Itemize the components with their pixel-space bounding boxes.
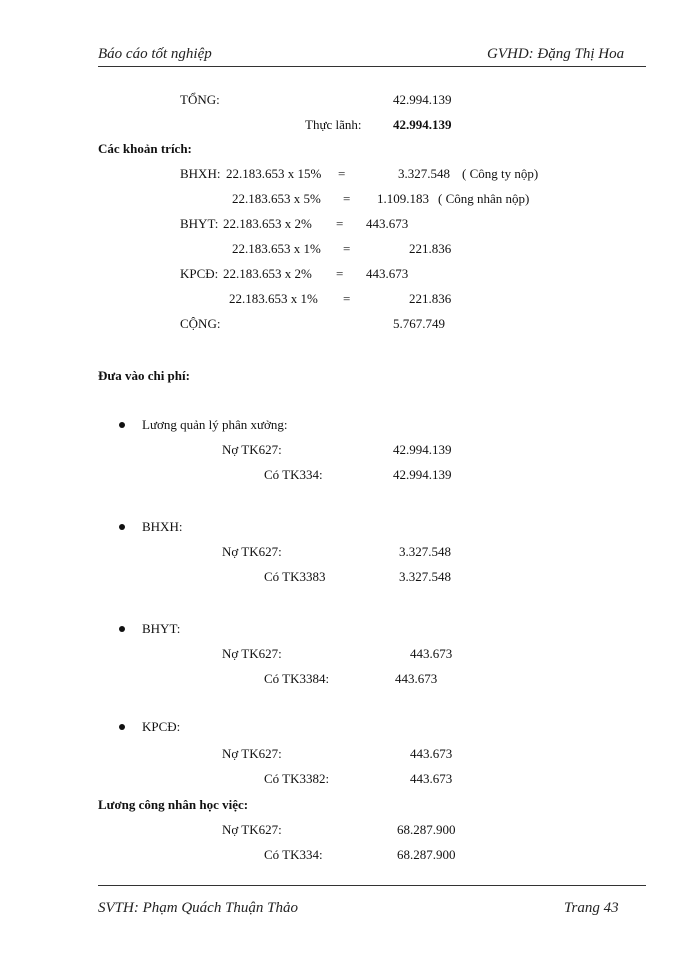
expense-debit-value: 42.994.139 bbox=[393, 442, 452, 457]
footer-rule bbox=[98, 885, 646, 886]
header-rule bbox=[98, 66, 646, 67]
expense-credit-label: Có TK3384: bbox=[264, 671, 330, 686]
expense-debit-value: 443.673 bbox=[410, 746, 453, 761]
header-left: Báo cáo tốt nghiệp bbox=[98, 46, 212, 62]
tong-value: 42.994.139 bbox=[393, 92, 452, 107]
bhyt-line2-calc: 22.183.653 x 1% bbox=[232, 241, 321, 256]
expense-debit-value: 3.327.548 bbox=[399, 544, 451, 559]
thuc-linh-value: 42.994.139 bbox=[393, 117, 452, 132]
cong-value: 5.767.749 bbox=[393, 316, 445, 331]
apprentice-debit-label: Nợ TK627: bbox=[222, 822, 282, 837]
expense-debit-label: Nợ TK627: bbox=[222, 544, 282, 559]
expense-item-name: BHYT: bbox=[142, 621, 181, 636]
expense-debit-label: Nợ TK627: bbox=[222, 442, 282, 457]
kpcd-line2-calc: 22.183.653 x 1% bbox=[229, 291, 318, 306]
expense-credit-value: 443.673 bbox=[395, 671, 438, 686]
thuc-linh-label: Thực lãnh: bbox=[305, 117, 362, 132]
apprentice-title: Lương công nhân học việc: bbox=[98, 797, 249, 812]
bullet-icon bbox=[119, 724, 125, 730]
bhxh-line2-note: ( Công nhân nộp) bbox=[438, 191, 530, 206]
expense-credit-label: Có TK3382: bbox=[264, 771, 330, 786]
header-right: GVHD: Đặng Thị Hoa bbox=[487, 46, 625, 62]
expense-credit-value: 42.994.139 bbox=[393, 467, 452, 482]
kpcd-line2-equals: = bbox=[343, 291, 351, 306]
footer-page-number: Trang 43 bbox=[564, 900, 619, 916]
bhxh-line2-calc: 22.183.653 x 5% bbox=[232, 191, 321, 206]
apprentice-credit-label: Có TK334: bbox=[264, 847, 323, 862]
apprentice-debit-value: 68.287.900 bbox=[397, 822, 456, 837]
expense-item-name: Lương quản lý phân xưởng: bbox=[142, 417, 288, 432]
bhxh-line1-calc: 22.183.653 x 15% bbox=[226, 166, 322, 181]
bhyt-line1-value: 443.673 bbox=[366, 216, 409, 231]
bhxh-line1-note: ( Công ty nộp) bbox=[462, 166, 539, 181]
expense-credit-value: 3.327.548 bbox=[399, 569, 451, 584]
expense-debit-value: 443.673 bbox=[410, 646, 453, 661]
cong-label: CỘNG: bbox=[180, 316, 221, 331]
bhxh-line1-equals: = bbox=[338, 166, 346, 181]
kpcd-line1-calc: 22.183.653 x 2% bbox=[223, 266, 312, 281]
expense-debit-label: Nợ TK627: bbox=[222, 646, 282, 661]
expense-credit-value: 443.673 bbox=[410, 771, 453, 786]
kpcd-line2-value: 221.836 bbox=[409, 291, 452, 306]
footer-left: SVTH: Phạm Quách Thuận Thảo bbox=[98, 900, 299, 916]
expense-item-name: BHXH: bbox=[142, 519, 183, 534]
kpcd-line1-equals: = bbox=[336, 266, 344, 281]
bhyt-line1-equals: = bbox=[336, 216, 344, 231]
deductions-title: Các khoản trích: bbox=[98, 141, 192, 156]
apprentice-credit-value: 68.287.900 bbox=[397, 847, 456, 862]
bullet-icon bbox=[119, 626, 125, 632]
bullet-icon bbox=[119, 524, 125, 530]
tong-label: TỔNG: bbox=[180, 92, 220, 107]
bhyt-line2-equals: = bbox=[343, 241, 351, 256]
kpcd-label: KPCĐ: bbox=[180, 266, 219, 281]
bullet-icon bbox=[119, 422, 125, 428]
kpcd-line1-value: 443.673 bbox=[366, 266, 409, 281]
expense-item-name: KPCĐ: bbox=[142, 719, 181, 734]
bhxh-line2-value: 1.109.183 bbox=[377, 191, 429, 206]
expense-credit-label: Có TK334: bbox=[264, 467, 323, 482]
bhyt-label: BHYT: bbox=[180, 216, 219, 231]
expense-debit-label: Nợ TK627: bbox=[222, 746, 282, 761]
bhxh-line1-value: 3.327.548 bbox=[398, 166, 450, 181]
expenses-title: Đưa vào chi phí: bbox=[98, 368, 190, 383]
bhyt-line2-value: 221.836 bbox=[409, 241, 452, 256]
expense-credit-label: Có TK3383 bbox=[264, 569, 326, 584]
bhxh-line2-equals: = bbox=[343, 191, 351, 206]
bhyt-line1-calc: 22.183.653 x 2% bbox=[223, 216, 312, 231]
bhxh-label: BHXH: bbox=[180, 166, 221, 181]
